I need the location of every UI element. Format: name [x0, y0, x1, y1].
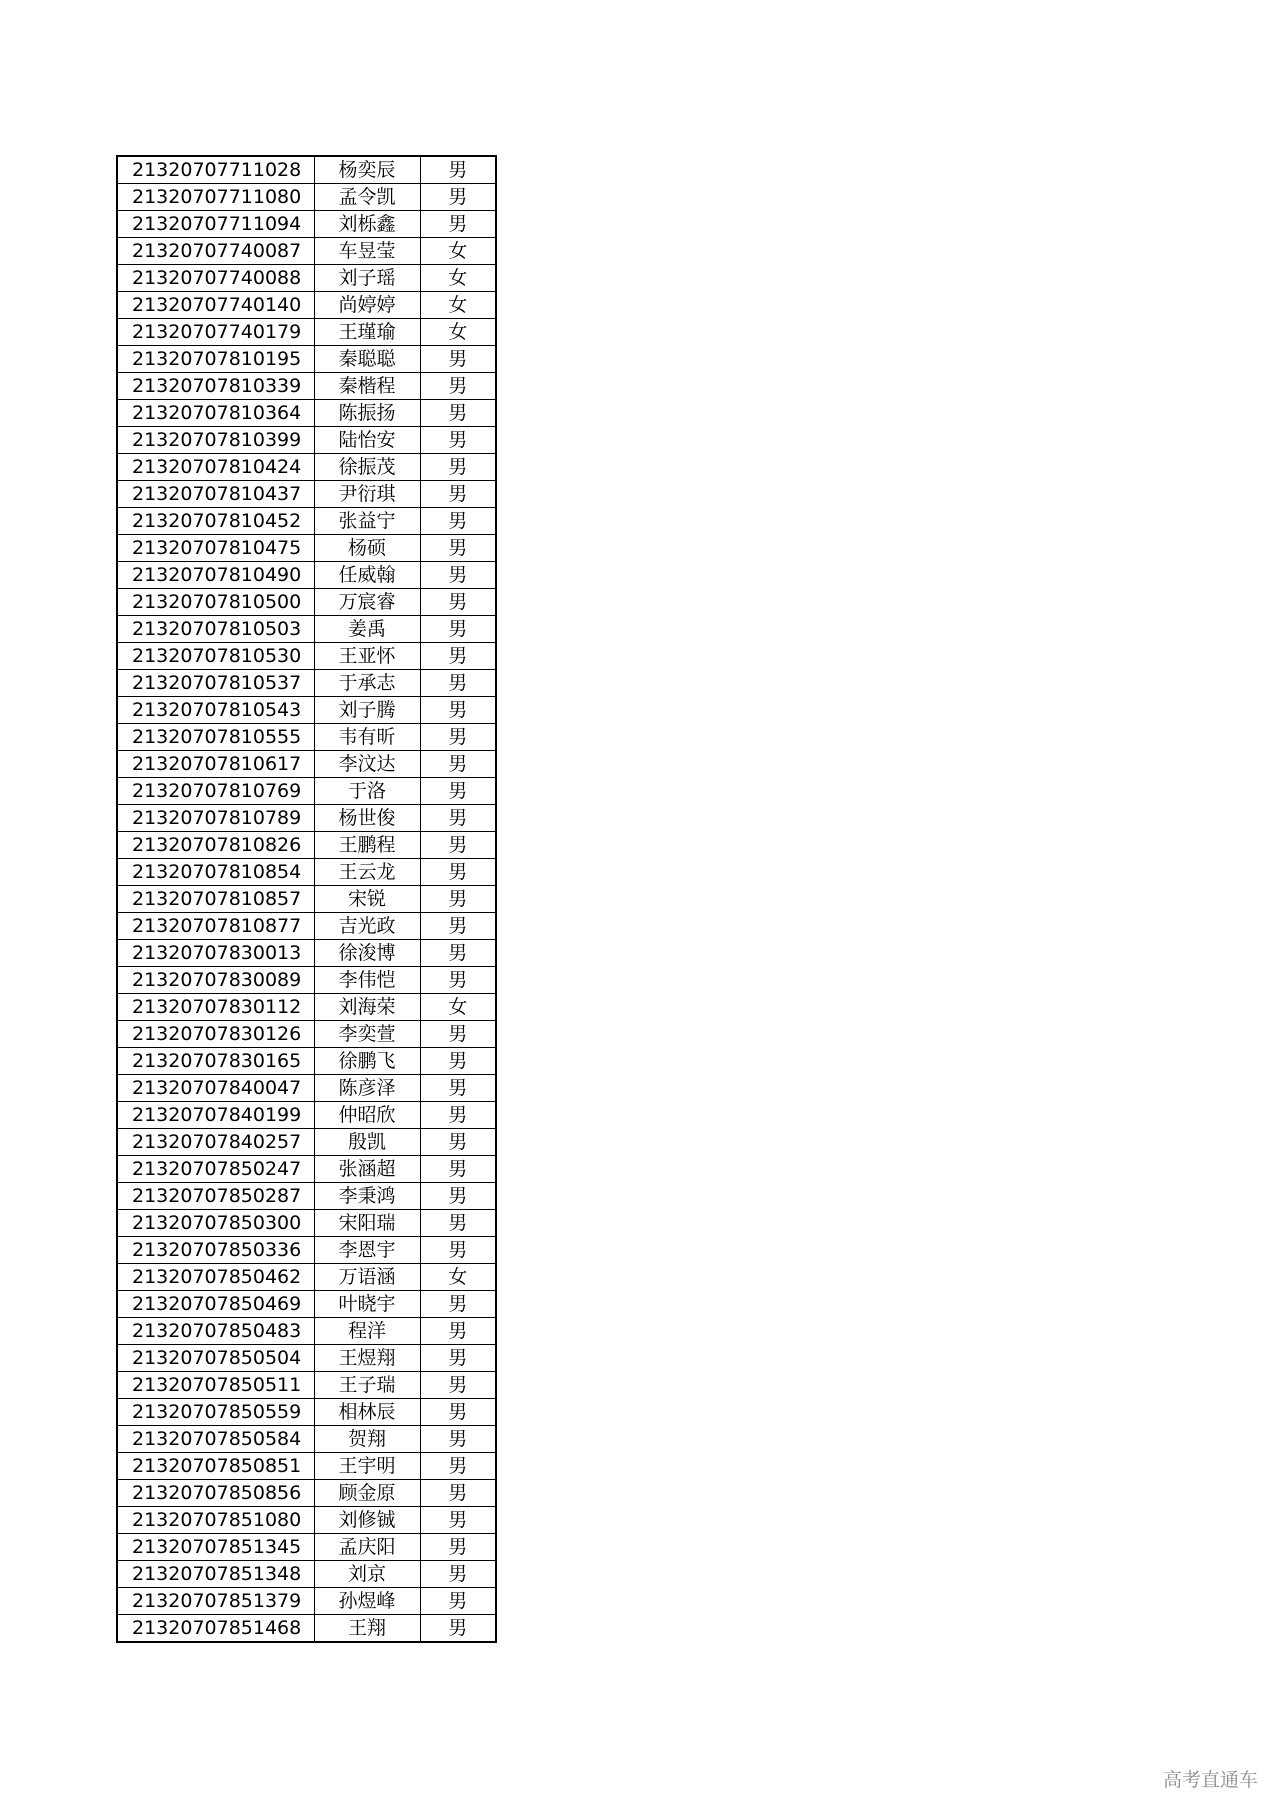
cell-name: 孙煜峰 [314, 1588, 420, 1615]
cell-gender: 女 [420, 265, 496, 292]
table-row [117, 535, 496, 562]
cell-gender: 男 [420, 832, 496, 859]
cell-gender: 男 [420, 805, 496, 832]
cell-gender: 男 [420, 1345, 496, 1372]
cell-name: 孟令凯 [314, 184, 420, 211]
cell-gender: 男 [420, 886, 496, 913]
cell-name: 万语涵 [314, 1264, 420, 1291]
cell-name: 王云龙 [314, 859, 420, 886]
cell-id: 21320707850559 [117, 1399, 314, 1426]
cell-name: 张涵超 [314, 1156, 420, 1183]
cell-gender: 女 [420, 292, 496, 319]
cell-name: 王宇明 [314, 1453, 420, 1480]
table-row [117, 1129, 496, 1156]
cell-gender: 男 [420, 643, 496, 670]
cell-name: 刘京 [314, 1561, 420, 1588]
cell-name: 刘子瑶 [314, 265, 420, 292]
cell-id: 21320707810437 [117, 481, 314, 508]
cell-gender: 男 [420, 1561, 496, 1588]
cell-name: 李奕萱 [314, 1021, 420, 1048]
cell-name: 尹衍琪 [314, 481, 420, 508]
cell-id: 21320707810195 [117, 346, 314, 373]
table-row [117, 697, 496, 724]
cell-name: 王瑾瑜 [314, 319, 420, 346]
cell-id: 21320707850584 [117, 1426, 314, 1453]
table-row [117, 346, 496, 373]
cell-name: 陈振扬 [314, 400, 420, 427]
cell-gender: 女 [420, 319, 496, 346]
cell-gender: 男 [420, 427, 496, 454]
table-row [117, 1399, 496, 1426]
cell-gender: 男 [420, 1183, 496, 1210]
cell-id: 21320707740140 [117, 292, 314, 319]
table-row [117, 562, 496, 589]
cell-id: 21320707851468 [117, 1615, 314, 1643]
cell-name: 杨世俊 [314, 805, 420, 832]
cell-name: 车昱莹 [314, 238, 420, 265]
cell-gender: 男 [420, 1507, 496, 1534]
cell-gender: 男 [420, 373, 496, 400]
cell-gender: 男 [420, 1453, 496, 1480]
table-row [117, 1507, 496, 1534]
cell-name: 韦有昕 [314, 724, 420, 751]
cell-id: 21320707830165 [117, 1048, 314, 1075]
cell-gender: 男 [420, 156, 496, 184]
table-row [117, 265, 496, 292]
cell-id: 21320707810399 [117, 427, 314, 454]
table-row [117, 454, 496, 481]
table-row [117, 400, 496, 427]
cell-gender: 男 [420, 697, 496, 724]
cell-name: 李秉鸿 [314, 1183, 420, 1210]
table-row [117, 1237, 496, 1264]
cell-id: 21320707810857 [117, 886, 314, 913]
cell-name: 于承志 [314, 670, 420, 697]
cell-name: 李汶达 [314, 751, 420, 778]
cell-gender: 男 [420, 1399, 496, 1426]
cell-gender: 男 [420, 481, 496, 508]
cell-id: 21320707850469 [117, 1291, 314, 1318]
table-row [117, 1426, 496, 1453]
cell-gender: 男 [420, 670, 496, 697]
cell-id: 21320707810789 [117, 805, 314, 832]
table-row [117, 589, 496, 616]
table-row [117, 994, 496, 1021]
cell-id: 21320707711080 [117, 184, 314, 211]
cell-gender: 男 [420, 1129, 496, 1156]
table-row [117, 859, 496, 886]
cell-name: 刘海荣 [314, 994, 420, 1021]
cell-gender: 男 [420, 1210, 496, 1237]
cell-id: 21320707711028 [117, 156, 314, 184]
cell-id: 21320707810854 [117, 859, 314, 886]
cell-id: 21320707810503 [117, 616, 314, 643]
cell-gender: 男 [420, 211, 496, 238]
cell-id: 21320707810617 [117, 751, 314, 778]
cell-id: 21320707850247 [117, 1156, 314, 1183]
cell-id: 21320707850483 [117, 1318, 314, 1345]
cell-id: 21320707810530 [117, 643, 314, 670]
cell-id: 21320707840257 [117, 1129, 314, 1156]
cell-gender: 男 [420, 1426, 496, 1453]
cell-name: 宋阳瑞 [314, 1210, 420, 1237]
cell-name: 于洛 [314, 778, 420, 805]
cell-id: 21320707740088 [117, 265, 314, 292]
cell-id: 21320707840199 [117, 1102, 314, 1129]
cell-gender: 男 [420, 859, 496, 886]
cell-name: 王煜翔 [314, 1345, 420, 1372]
cell-name: 徐振茂 [314, 454, 420, 481]
table-row [117, 1480, 496, 1507]
cell-gender: 男 [420, 1237, 496, 1264]
table-row [117, 238, 496, 265]
table-row [117, 1102, 496, 1129]
table-row [117, 211, 496, 238]
cell-id: 21320707810424 [117, 454, 314, 481]
cell-id: 21320707810475 [117, 535, 314, 562]
table-row [117, 1318, 496, 1345]
cell-gender: 男 [420, 1156, 496, 1183]
table-row [117, 724, 496, 751]
cell-gender: 男 [420, 1075, 496, 1102]
cell-gender: 男 [420, 184, 496, 211]
table-row [117, 778, 496, 805]
table-row [117, 1183, 496, 1210]
table-row [117, 292, 496, 319]
cell-id: 21320707840047 [117, 1075, 314, 1102]
cell-id: 21320707850504 [117, 1345, 314, 1372]
cell-id: 21320707851379 [117, 1588, 314, 1615]
cell-name: 相林辰 [314, 1399, 420, 1426]
cell-id: 21320707810543 [117, 697, 314, 724]
cell-gender: 男 [420, 1021, 496, 1048]
table-row [117, 1048, 496, 1075]
cell-id: 21320707830013 [117, 940, 314, 967]
cell-gender: 男 [420, 967, 496, 994]
table-row [117, 481, 496, 508]
cell-id: 21320707850856 [117, 1480, 314, 1507]
cell-id: 21320707850287 [117, 1183, 314, 1210]
cell-name: 叶晓宇 [314, 1291, 420, 1318]
cell-gender: 男 [420, 1048, 496, 1075]
watermark-text: 高考直通车 [1162, 1769, 1258, 1791]
cell-id: 21320707810537 [117, 670, 314, 697]
cell-gender: 男 [420, 724, 496, 751]
table-row [117, 373, 496, 400]
cell-name: 王鹏程 [314, 832, 420, 859]
cell-gender: 男 [420, 751, 496, 778]
cell-name: 王翔 [314, 1615, 420, 1643]
cell-id: 21320707830126 [117, 1021, 314, 1048]
cell-id: 21320707810826 [117, 832, 314, 859]
cell-gender: 男 [420, 1318, 496, 1345]
cell-id: 21320707850300 [117, 1210, 314, 1237]
cell-name: 王亚怀 [314, 643, 420, 670]
table-row [117, 1021, 496, 1048]
table-row [117, 1345, 496, 1372]
cell-id: 21320707810490 [117, 562, 314, 589]
table-row [117, 643, 496, 670]
cell-name: 尚婷婷 [314, 292, 420, 319]
cell-name: 李恩宇 [314, 1237, 420, 1264]
table-row [117, 319, 496, 346]
cell-gender: 男 [420, 346, 496, 373]
cell-name: 贺翔 [314, 1426, 420, 1453]
cell-gender: 男 [420, 940, 496, 967]
cell-name: 刘修铖 [314, 1507, 420, 1534]
cell-name: 陆怡安 [314, 427, 420, 454]
cell-gender: 男 [420, 1534, 496, 1561]
table-row [117, 1291, 496, 1318]
cell-id: 21320707740087 [117, 238, 314, 265]
table-row [117, 508, 496, 535]
cell-id: 21320707851080 [117, 1507, 314, 1534]
table-row [117, 1588, 496, 1615]
cell-name: 吉光政 [314, 913, 420, 940]
cell-name: 李伟恺 [314, 967, 420, 994]
cell-name: 万宸睿 [314, 589, 420, 616]
table-row [117, 751, 496, 778]
cell-id: 21320707850511 [117, 1372, 314, 1399]
cell-name: 徐鹏飞 [314, 1048, 420, 1075]
cell-gender: 男 [420, 535, 496, 562]
cell-id: 21320707810555 [117, 724, 314, 751]
cell-gender: 男 [420, 1102, 496, 1129]
cell-gender: 男 [420, 1372, 496, 1399]
table-row [117, 184, 496, 211]
cell-name: 刘栎鑫 [314, 211, 420, 238]
cell-gender: 男 [420, 913, 496, 940]
table-row [117, 616, 496, 643]
table-row [117, 913, 496, 940]
cell-id: 21320707810364 [117, 400, 314, 427]
table-row [117, 1372, 496, 1399]
cell-gender: 男 [420, 1480, 496, 1507]
cell-name: 仲昭欣 [314, 1102, 420, 1129]
cell-name: 杨硕 [314, 535, 420, 562]
table-row [117, 1210, 496, 1237]
cell-id: 21320707810339 [117, 373, 314, 400]
cell-name: 杨奕辰 [314, 156, 420, 184]
cell-name: 孟庆阳 [314, 1534, 420, 1561]
cell-gender: 女 [420, 238, 496, 265]
cell-gender: 男 [420, 454, 496, 481]
cell-id: 21320707850462 [117, 1264, 314, 1291]
cell-id: 21320707851348 [117, 1561, 314, 1588]
cell-name: 张益宁 [314, 508, 420, 535]
cell-gender: 女 [420, 1264, 496, 1291]
student-list-table [116, 155, 497, 1643]
cell-name: 徐浚博 [314, 940, 420, 967]
table-row [117, 670, 496, 697]
table-row [117, 427, 496, 454]
cell-gender: 男 [420, 1588, 496, 1615]
cell-id: 21320707810500 [117, 589, 314, 616]
cell-name: 顾金原 [314, 1480, 420, 1507]
cell-name: 秦楷程 [314, 373, 420, 400]
cell-name: 秦聪聪 [314, 346, 420, 373]
cell-name: 殷凯 [314, 1129, 420, 1156]
student-list-body [117, 156, 496, 1642]
cell-gender: 男 [420, 562, 496, 589]
cell-id: 21320707830112 [117, 994, 314, 1021]
cell-gender: 男 [420, 1291, 496, 1318]
cell-id: 21320707740179 [117, 319, 314, 346]
table-row [117, 1264, 496, 1291]
cell-gender: 男 [420, 508, 496, 535]
cell-name: 宋锐 [314, 886, 420, 913]
table-row [117, 1156, 496, 1183]
table-row [117, 156, 496, 184]
cell-id: 21320707850851 [117, 1453, 314, 1480]
cell-id: 21320707711094 [117, 211, 314, 238]
cell-gender: 男 [420, 1615, 496, 1643]
cell-name: 陈彦泽 [314, 1075, 420, 1102]
table-row [117, 940, 496, 967]
cell-id: 21320707850336 [117, 1237, 314, 1264]
cell-gender: 女 [420, 994, 496, 1021]
table-row [117, 1561, 496, 1588]
table-row [117, 1453, 496, 1480]
cell-gender: 男 [420, 400, 496, 427]
cell-id: 21320707810877 [117, 913, 314, 940]
table-row [117, 1615, 496, 1643]
table-row [117, 1075, 496, 1102]
table-row [117, 832, 496, 859]
cell-name: 程洋 [314, 1318, 420, 1345]
table-row [117, 805, 496, 832]
cell-gender: 男 [420, 616, 496, 643]
table-row [117, 1534, 496, 1561]
table-row [117, 886, 496, 913]
cell-name: 王子瑞 [314, 1372, 420, 1399]
cell-id: 21320707830089 [117, 967, 314, 994]
cell-name: 刘子腾 [314, 697, 420, 724]
cell-gender: 男 [420, 778, 496, 805]
table-row [117, 967, 496, 994]
cell-id: 21320707851345 [117, 1534, 314, 1561]
cell-id: 21320707810452 [117, 508, 314, 535]
cell-id: 21320707810769 [117, 778, 314, 805]
cell-name: 任威翰 [314, 562, 420, 589]
cell-gender: 男 [420, 589, 496, 616]
cell-name: 姜禹 [314, 616, 420, 643]
